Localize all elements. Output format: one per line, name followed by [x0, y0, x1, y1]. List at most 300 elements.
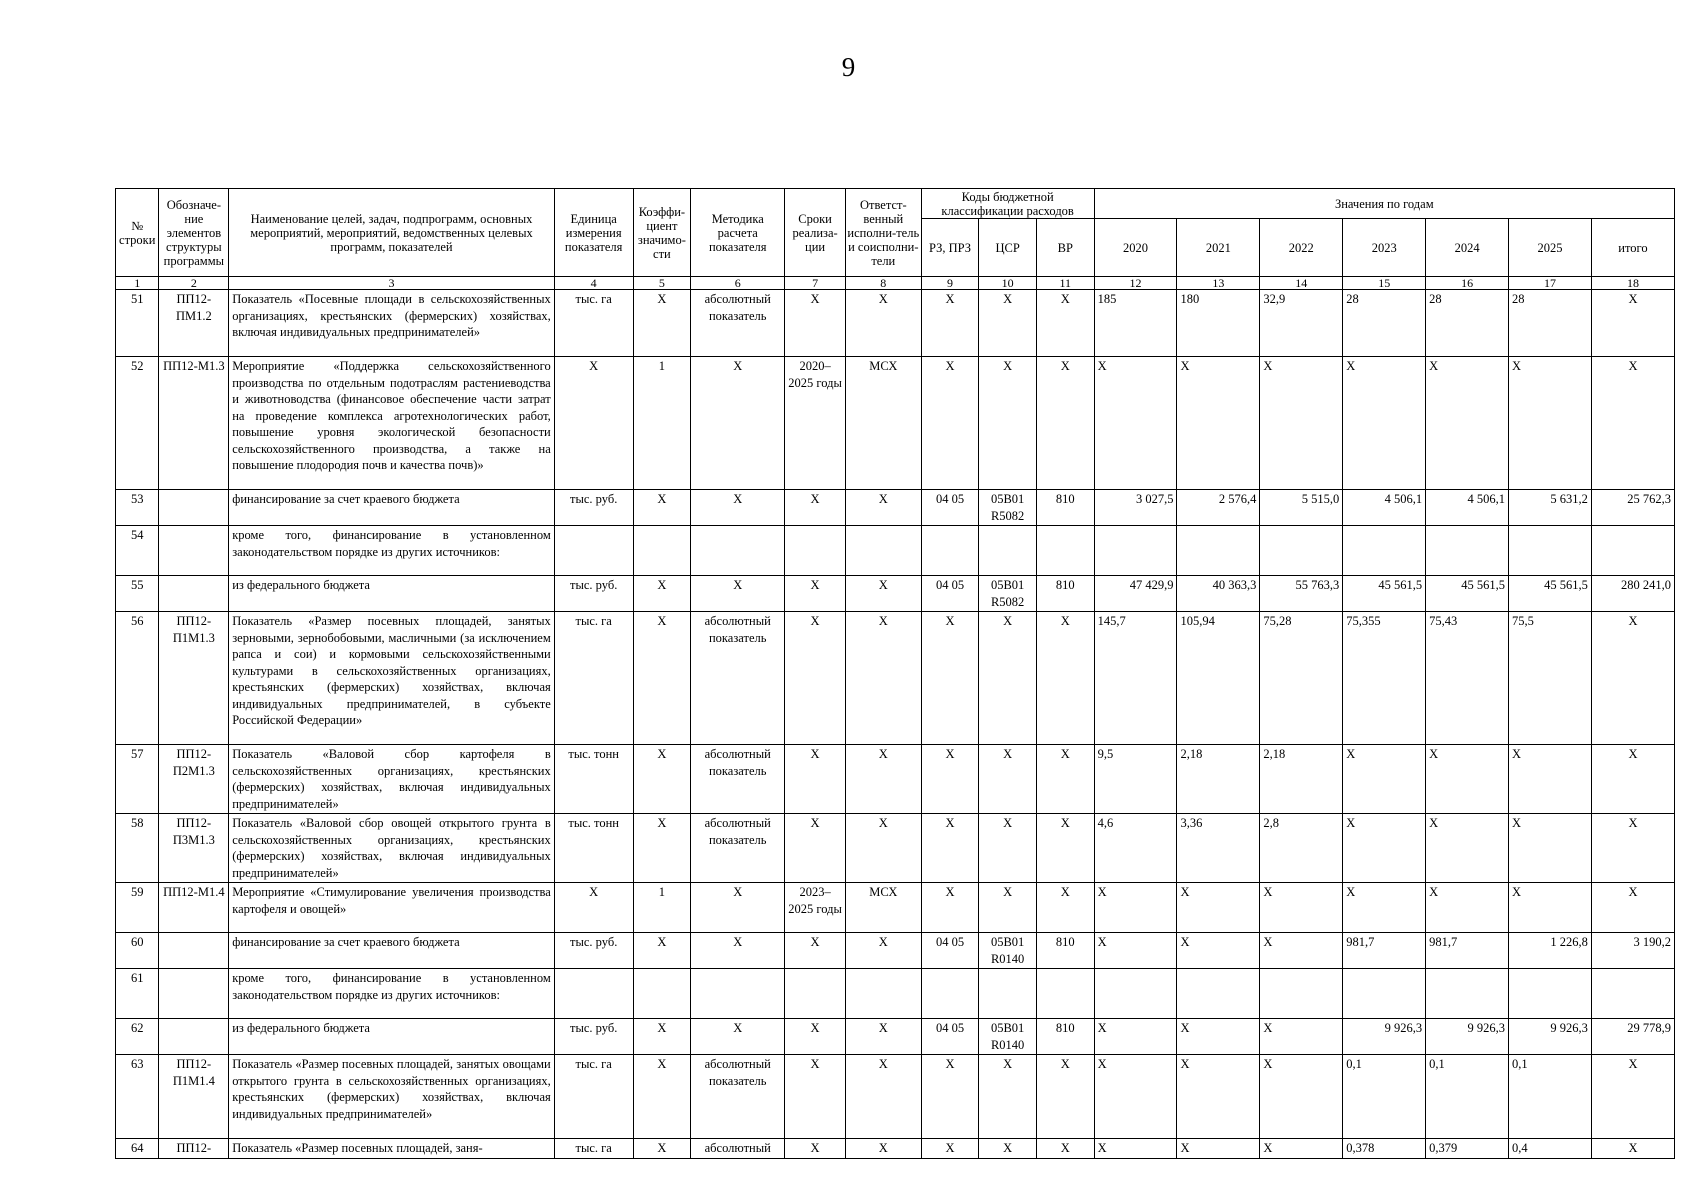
table-row [116, 883, 1675, 933]
rz-cell: Х [921, 814, 979, 883]
item-name: финансирование за счет краевого бюджета [229, 933, 555, 969]
year-value-cell: 4 506,1 [1343, 490, 1426, 526]
year-value-cell: 2,18 [1260, 745, 1343, 814]
method-cell: абсолютный показатель [691, 290, 785, 357]
method-cell: Х [691, 490, 785, 526]
rz-cell: Х [921, 612, 979, 745]
row-number: 60 [116, 933, 159, 969]
year-value-cell: 0,379 [1426, 1139, 1509, 1159]
year-value-cell: 75,43 [1426, 612, 1509, 745]
year-value-cell [1177, 526, 1260, 576]
rz-cell: Х [921, 357, 979, 490]
element-code [159, 490, 229, 526]
table-header [116, 189, 1675, 290]
coefficient-cell: Х [633, 290, 691, 357]
element-code [159, 526, 229, 576]
method-cell: абсолютный показатель [691, 745, 785, 814]
item-name: финансирование за счет краевого бюджета [229, 490, 555, 526]
responsible-cell [845, 526, 921, 576]
year-value-cell: 75,28 [1260, 612, 1343, 745]
method-cell: Х [691, 1019, 785, 1055]
responsible-cell: МСХ [845, 883, 921, 933]
term-cell [785, 969, 846, 1019]
year-value-cell: Х [1177, 1019, 1260, 1055]
year-value-cell: 2,18 [1177, 745, 1260, 814]
rz-cell: Х [921, 745, 979, 814]
csr-cell: Х [979, 814, 1037, 883]
table-row [116, 1139, 1675, 1159]
table-row [116, 357, 1675, 490]
coefficient-cell: Х [633, 1019, 691, 1055]
method-cell: Х [691, 357, 785, 490]
term-cell: Х [785, 576, 846, 612]
method-cell [691, 969, 785, 1019]
element-code: ПП12-М1.3 [159, 357, 229, 490]
total-cell: Х [1591, 1139, 1674, 1159]
year-value-cell: 9,5 [1094, 745, 1177, 814]
element-code [159, 969, 229, 1019]
vr-cell: Х [1036, 745, 1094, 814]
vr-cell: Х [1036, 1139, 1094, 1159]
coefficient-cell [633, 526, 691, 576]
row-number: 64 [116, 1139, 159, 1159]
term-cell: Х [785, 933, 846, 969]
responsible-cell: Х [845, 576, 921, 612]
year-value-cell: Х [1094, 1139, 1177, 1159]
total-cell: Х [1591, 1055, 1674, 1139]
vr-cell: Х [1036, 814, 1094, 883]
unit-cell: тыс. га [554, 1055, 633, 1139]
term-cell: Х [785, 745, 846, 814]
row-number: 61 [116, 969, 159, 1019]
term-cell: Х [785, 1055, 846, 1139]
responsible-cell: Х [845, 290, 921, 357]
term-cell: Х [785, 490, 846, 526]
total-cell: Х [1591, 290, 1674, 357]
unit-cell: тыс. руб. [554, 1019, 633, 1055]
year-value-cell: 32,9 [1260, 290, 1343, 357]
year-value-cell: 40 363,3 [1177, 576, 1260, 612]
responsible-cell [845, 969, 921, 1019]
responsible-cell: Х [845, 1055, 921, 1139]
unit-cell: тыс. тонн [554, 745, 633, 814]
year-value-cell: 28 [1509, 290, 1592, 357]
column-number: 6 [691, 277, 785, 290]
year-value-cell: 0,4 [1509, 1139, 1592, 1159]
year-value-cell: 981,7 [1343, 933, 1426, 969]
column-number: 12 [1094, 277, 1177, 290]
year-value-cell: 1 226,8 [1509, 933, 1592, 969]
vr-cell: 810 [1036, 933, 1094, 969]
year-value-cell: 47 429,9 [1094, 576, 1177, 612]
unit-cell: тыс. руб. [554, 490, 633, 526]
vr-cell [1036, 969, 1094, 1019]
element-code [159, 933, 229, 969]
year-value-cell: 2,8 [1260, 814, 1343, 883]
year-value-cell: 75,355 [1343, 612, 1426, 745]
year-value-cell: Х [1260, 933, 1343, 969]
year-value-cell [1509, 526, 1592, 576]
csr-cell: Х [979, 883, 1037, 933]
item-name: из федерального бюджета [229, 576, 555, 612]
rz-cell: Х [921, 290, 979, 357]
year-value-cell [1426, 526, 1509, 576]
unit-cell: тыс. руб. [554, 933, 633, 969]
year-value-cell: Х [1426, 357, 1509, 490]
year-value-cell: Х [1260, 1055, 1343, 1139]
column-number: 15 [1343, 277, 1426, 290]
term-cell: Х [785, 1139, 846, 1159]
term-cell: 2020–2025 годы [785, 357, 846, 490]
element-code: ПП12-П2М1.3 [159, 745, 229, 814]
table-row [116, 814, 1675, 883]
year-value-cell: Х [1343, 883, 1426, 933]
coefficient-cell: Х [633, 1139, 691, 1159]
page-number: 9 [841, 52, 856, 82]
coefficient-cell: Х [633, 1055, 691, 1139]
header-year-2025: 2025 [1509, 219, 1592, 277]
unit-cell: тыс. руб. [554, 576, 633, 612]
year-value-cell [1177, 969, 1260, 1019]
csr-cell [979, 526, 1037, 576]
header-rz: РЗ, ПРЗ [921, 219, 979, 277]
csr-cell: Х [979, 745, 1037, 814]
column-number: 11 [1036, 277, 1094, 290]
responsible-cell: Х [845, 745, 921, 814]
rz-cell: Х [921, 883, 979, 933]
year-value-cell: Х [1426, 883, 1509, 933]
element-code: ПП12-П1М1.3 [159, 612, 229, 745]
item-name: кроме того, финансирование в установленном законодательством порядке из других источников: [229, 969, 555, 1019]
year-value-cell: 0,1 [1426, 1055, 1509, 1139]
header-year-2023: 2023 [1343, 219, 1426, 277]
header-year-2020: 2020 [1094, 219, 1177, 277]
row-number: 59 [116, 883, 159, 933]
csr-cell: 05В01 R5082 [979, 490, 1037, 526]
method-cell: Х [691, 576, 785, 612]
rz-cell: Х [921, 1055, 979, 1139]
header-unit: Единица измерения показателя [554, 189, 633, 277]
year-value-cell: Х [1509, 745, 1592, 814]
vr-cell: Х [1036, 883, 1094, 933]
column-number: 3 [229, 277, 555, 290]
year-value-cell: 3,36 [1177, 814, 1260, 883]
year-value-cell [1426, 969, 1509, 1019]
table-row [116, 745, 1675, 814]
header-term: Сроки реализа-ции [785, 189, 846, 277]
header-vr: ВР [1036, 219, 1094, 277]
header-method: Методика расчета показателя [691, 189, 785, 277]
vr-cell: Х [1036, 612, 1094, 745]
csr-cell [979, 969, 1037, 1019]
row-number: 63 [116, 1055, 159, 1139]
year-value-cell [1094, 526, 1177, 576]
year-value-cell: Х [1177, 1055, 1260, 1139]
coefficient-cell: Х [633, 490, 691, 526]
year-value-cell: 28 [1343, 290, 1426, 357]
year-value-cell: 9 926,3 [1343, 1019, 1426, 1055]
method-cell [691, 526, 785, 576]
header-total: итого [1591, 219, 1674, 277]
rz-cell [921, 969, 979, 1019]
year-value-cell: 5 515,0 [1260, 490, 1343, 526]
year-value-cell: Х [1094, 883, 1177, 933]
year-value-cell: Х [1260, 1019, 1343, 1055]
coefficient-cell: 1 [633, 883, 691, 933]
table-row [116, 576, 1675, 612]
responsible-cell: МСХ [845, 357, 921, 490]
total-cell: 25 762,3 [1591, 490, 1674, 526]
item-name: Мероприятие «Поддержка сельскохозяйственного производства по отдельным подотраслям растениеводства и животноводства (финансовое обеспечение части затрат на проведение комплекса агротехнологических работ, повышение уровня экологической безопасности сельскохозяйственного производства, а также на повышение плодородия почв и качества почв)» [229, 357, 555, 490]
column-number: 4 [554, 277, 633, 290]
rz-cell: 04 05 [921, 1019, 979, 1055]
coefficient-cell: Х [633, 745, 691, 814]
year-value-cell: 185 [1094, 290, 1177, 357]
csr-cell: Х [979, 1139, 1037, 1159]
year-value-cell: 75,5 [1509, 612, 1592, 745]
row-number: 53 [116, 490, 159, 526]
responsible-cell: Х [845, 1139, 921, 1159]
item-name: кроме того, финансирование в установленном законодательством порядке из других источников: [229, 526, 555, 576]
year-value-cell: 9 926,3 [1426, 1019, 1509, 1055]
year-value-cell [1343, 969, 1426, 1019]
total-cell: Х [1591, 745, 1674, 814]
header-budget-codes: Коды бюджетной классификации расходов [921, 189, 1094, 219]
header-csr: ЦСР [979, 219, 1037, 277]
row-number: 58 [116, 814, 159, 883]
row-number: 52 [116, 357, 159, 490]
coefficient-cell: Х [633, 933, 691, 969]
header-element-code: Обозначе-ние элементов структуры программы [159, 189, 229, 277]
method-cell: абсолютный [691, 1139, 785, 1159]
item-name: Показатель «Размер посевных площадей, заня- [229, 1139, 555, 1159]
method-cell: абсолютный показатель [691, 612, 785, 745]
method-cell: Х [691, 883, 785, 933]
term-cell: Х [785, 290, 846, 357]
year-value-cell: Х [1260, 883, 1343, 933]
responsible-cell: Х [845, 814, 921, 883]
total-cell: 3 190,2 [1591, 933, 1674, 969]
total-cell [1591, 526, 1674, 576]
row-number: 56 [116, 612, 159, 745]
method-cell: абсолютный показатель [691, 814, 785, 883]
coefficient-cell [633, 969, 691, 1019]
header-coefficient: Коэффи-циент значимо-сти [633, 189, 691, 277]
table-row [116, 933, 1675, 969]
csr-cell: 05В01 R0140 [979, 1019, 1037, 1055]
csr-cell: Х [979, 612, 1037, 745]
coefficient-cell: 1 [633, 357, 691, 490]
column-number: 17 [1509, 277, 1592, 290]
year-value-cell: 105,94 [1177, 612, 1260, 745]
csr-cell: 05В01 R0140 [979, 933, 1037, 969]
year-value-cell [1260, 526, 1343, 576]
year-value-cell [1094, 969, 1177, 1019]
table-row [116, 490, 1675, 526]
year-value-cell: 981,7 [1426, 933, 1509, 969]
element-code: ПП12- [159, 1139, 229, 1159]
rz-cell: Х [921, 1139, 979, 1159]
total-cell: Х [1591, 357, 1674, 490]
csr-cell: Х [979, 357, 1037, 490]
coefficient-cell: Х [633, 576, 691, 612]
column-number: 10 [979, 277, 1037, 290]
year-value-cell: 3 027,5 [1094, 490, 1177, 526]
vr-cell: Х [1036, 290, 1094, 357]
year-value-cell: 0,378 [1343, 1139, 1426, 1159]
column-number: 18 [1591, 277, 1674, 290]
table-row [116, 612, 1675, 745]
year-value-cell: Х [1343, 357, 1426, 490]
unit-cell: тыс. га [554, 290, 633, 357]
row-number: 51 [116, 290, 159, 357]
element-code [159, 1019, 229, 1055]
year-value-cell: Х [1177, 883, 1260, 933]
vr-cell: Х [1036, 357, 1094, 490]
header-year-2022: 2022 [1260, 219, 1343, 277]
unit-cell [554, 969, 633, 1019]
unit-cell: тыс. га [554, 612, 633, 745]
row-number: 54 [116, 526, 159, 576]
term-cell: 2023–2025 годы [785, 883, 846, 933]
year-value-cell: Х [1426, 814, 1509, 883]
year-value-cell: Х [1260, 1139, 1343, 1159]
year-value-cell: 4,6 [1094, 814, 1177, 883]
total-cell: 280 241,0 [1591, 576, 1674, 612]
year-value-cell: Х [1260, 357, 1343, 490]
year-value-cell: 9 926,3 [1509, 1019, 1592, 1055]
total-cell: Х [1591, 814, 1674, 883]
year-value-cell: Х [1177, 933, 1260, 969]
year-value-cell: 5 631,2 [1509, 490, 1592, 526]
total-cell [1591, 969, 1674, 1019]
rz-cell [921, 526, 979, 576]
term-cell: Х [785, 612, 846, 745]
item-name: из федерального бюджета [229, 1019, 555, 1055]
table-row [116, 526, 1675, 576]
column-number: 16 [1426, 277, 1509, 290]
column-number: 1 [116, 277, 159, 290]
year-value-cell [1343, 526, 1426, 576]
year-value-cell: Х [1426, 745, 1509, 814]
column-number: 5 [633, 277, 691, 290]
column-number: 14 [1260, 277, 1343, 290]
item-name: Показатель «Размер посевных площадей, занятых зерновыми, зернобобовыми, масличными (за исключением рапса и сои) и кормовыми сельскохозяйственными культурами в сельскохозяйственных организациях, крестьянских (фермерских) хозяйствах, включая индивидуальных предпринимателей, в субъекте Российской Федерации» [229, 612, 555, 745]
unit-cell: тыс. га [554, 1139, 633, 1159]
year-value-cell: Х [1177, 357, 1260, 490]
unit-cell: Х [554, 357, 633, 490]
method-cell: Х [691, 933, 785, 969]
item-name: Мероприятие «Стимулирование увеличения производства картофеля и овощей» [229, 883, 555, 933]
element-code: ПП12-М1.4 [159, 883, 229, 933]
year-value-cell: Х [1094, 1055, 1177, 1139]
header-responsible: Ответст-венный исполни-тель и соисполни-тели [845, 189, 921, 277]
vr-cell: 810 [1036, 576, 1094, 612]
year-value-cell: 2 576,4 [1177, 490, 1260, 526]
column-number: 13 [1177, 277, 1260, 290]
element-code [159, 576, 229, 612]
year-value-cell: Х [1094, 1019, 1177, 1055]
row-number: 55 [116, 576, 159, 612]
year-value-cell: Х [1343, 814, 1426, 883]
column-number: 9 [921, 277, 979, 290]
row-number: 57 [116, 745, 159, 814]
column-number: 7 [785, 277, 846, 290]
rz-cell: 04 05 [921, 576, 979, 612]
element-code: ПП12-П3М1.3 [159, 814, 229, 883]
element-code: ПП12-П1М1.4 [159, 1055, 229, 1139]
header-year-2021: 2021 [1177, 219, 1260, 277]
year-value-cell: 0,1 [1509, 1055, 1592, 1139]
unit-cell: тыс. тонн [554, 814, 633, 883]
table-row [116, 290, 1675, 357]
vr-cell [1036, 526, 1094, 576]
csr-cell: Х [979, 1055, 1037, 1139]
item-name: Показатель «Размер посевных площадей, занятых овощами открытого грунта в сельскохозяйственных организациях, крестьянских (фермерских) хозяйствах, включая индивидуальных предпринимателей» [229, 1055, 555, 1139]
column-numbers-row [116, 277, 1675, 290]
table-body [116, 290, 1675, 1159]
item-name: Показатель «Валовой сбор картофеля в сельскохозяйственных организациях, крестьянских (фермерских) хозяйствах, включая индивидуальных предпринимателей» [229, 745, 555, 814]
responsible-cell: Х [845, 490, 921, 526]
vr-cell: Х [1036, 1055, 1094, 1139]
csr-cell: Х [979, 290, 1037, 357]
column-number: 8 [845, 277, 921, 290]
year-value-cell: 45 561,5 [1343, 576, 1426, 612]
csr-cell: 05В01 R5082 [979, 576, 1037, 612]
responsible-cell: Х [845, 612, 921, 745]
year-value-cell: 45 561,5 [1509, 576, 1592, 612]
program-table [115, 188, 1675, 1159]
year-value-cell: 0,1 [1343, 1055, 1426, 1139]
vr-cell: 810 [1036, 1019, 1094, 1055]
year-value-cell: Х [1094, 357, 1177, 490]
year-value-cell: Х [1094, 933, 1177, 969]
total-cell: Х [1591, 883, 1674, 933]
year-value-cell: Х [1343, 745, 1426, 814]
unit-cell: Х [554, 883, 633, 933]
total-cell: Х [1591, 612, 1674, 745]
year-value-cell: Х [1509, 883, 1592, 933]
element-code: ПП12-ПМ1.2 [159, 290, 229, 357]
year-value-cell: Х [1177, 1139, 1260, 1159]
year-value-cell: Х [1509, 357, 1592, 490]
header-year-2024: 2024 [1426, 219, 1509, 277]
column-number: 2 [159, 277, 229, 290]
responsible-cell: Х [845, 1019, 921, 1055]
responsible-cell: Х [845, 933, 921, 969]
item-name: Показатель «Валовой сбор овощей открытого грунта в сельскохозяйственных организациях, крестьянских (фермерских) хозяйствах, включая индивидуальных предпринимателей» [229, 814, 555, 883]
unit-cell [554, 526, 633, 576]
year-value-cell: Х [1509, 814, 1592, 883]
coefficient-cell: Х [633, 612, 691, 745]
header-row-number: № строки [116, 189, 159, 277]
table-row [116, 969, 1675, 1019]
table-row [116, 1019, 1675, 1055]
year-value-cell [1260, 969, 1343, 1019]
coefficient-cell: Х [633, 814, 691, 883]
vr-cell: 810 [1036, 490, 1094, 526]
row-number: 62 [116, 1019, 159, 1055]
year-value-cell: 180 [1177, 290, 1260, 357]
item-name: Показатель «Посевные площади в сельскохозяйственных организациях, крестьянских (фермерских) хозяйствах, включая индивидуальных предпринимателей» [229, 290, 555, 357]
rz-cell: 04 05 [921, 490, 979, 526]
year-value-cell: 28 [1426, 290, 1509, 357]
term-cell: Х [785, 814, 846, 883]
method-cell: абсолютный показатель [691, 1055, 785, 1139]
year-value-cell: 4 506,1 [1426, 490, 1509, 526]
table-row [116, 1055, 1675, 1139]
year-value-cell: 145,7 [1094, 612, 1177, 745]
